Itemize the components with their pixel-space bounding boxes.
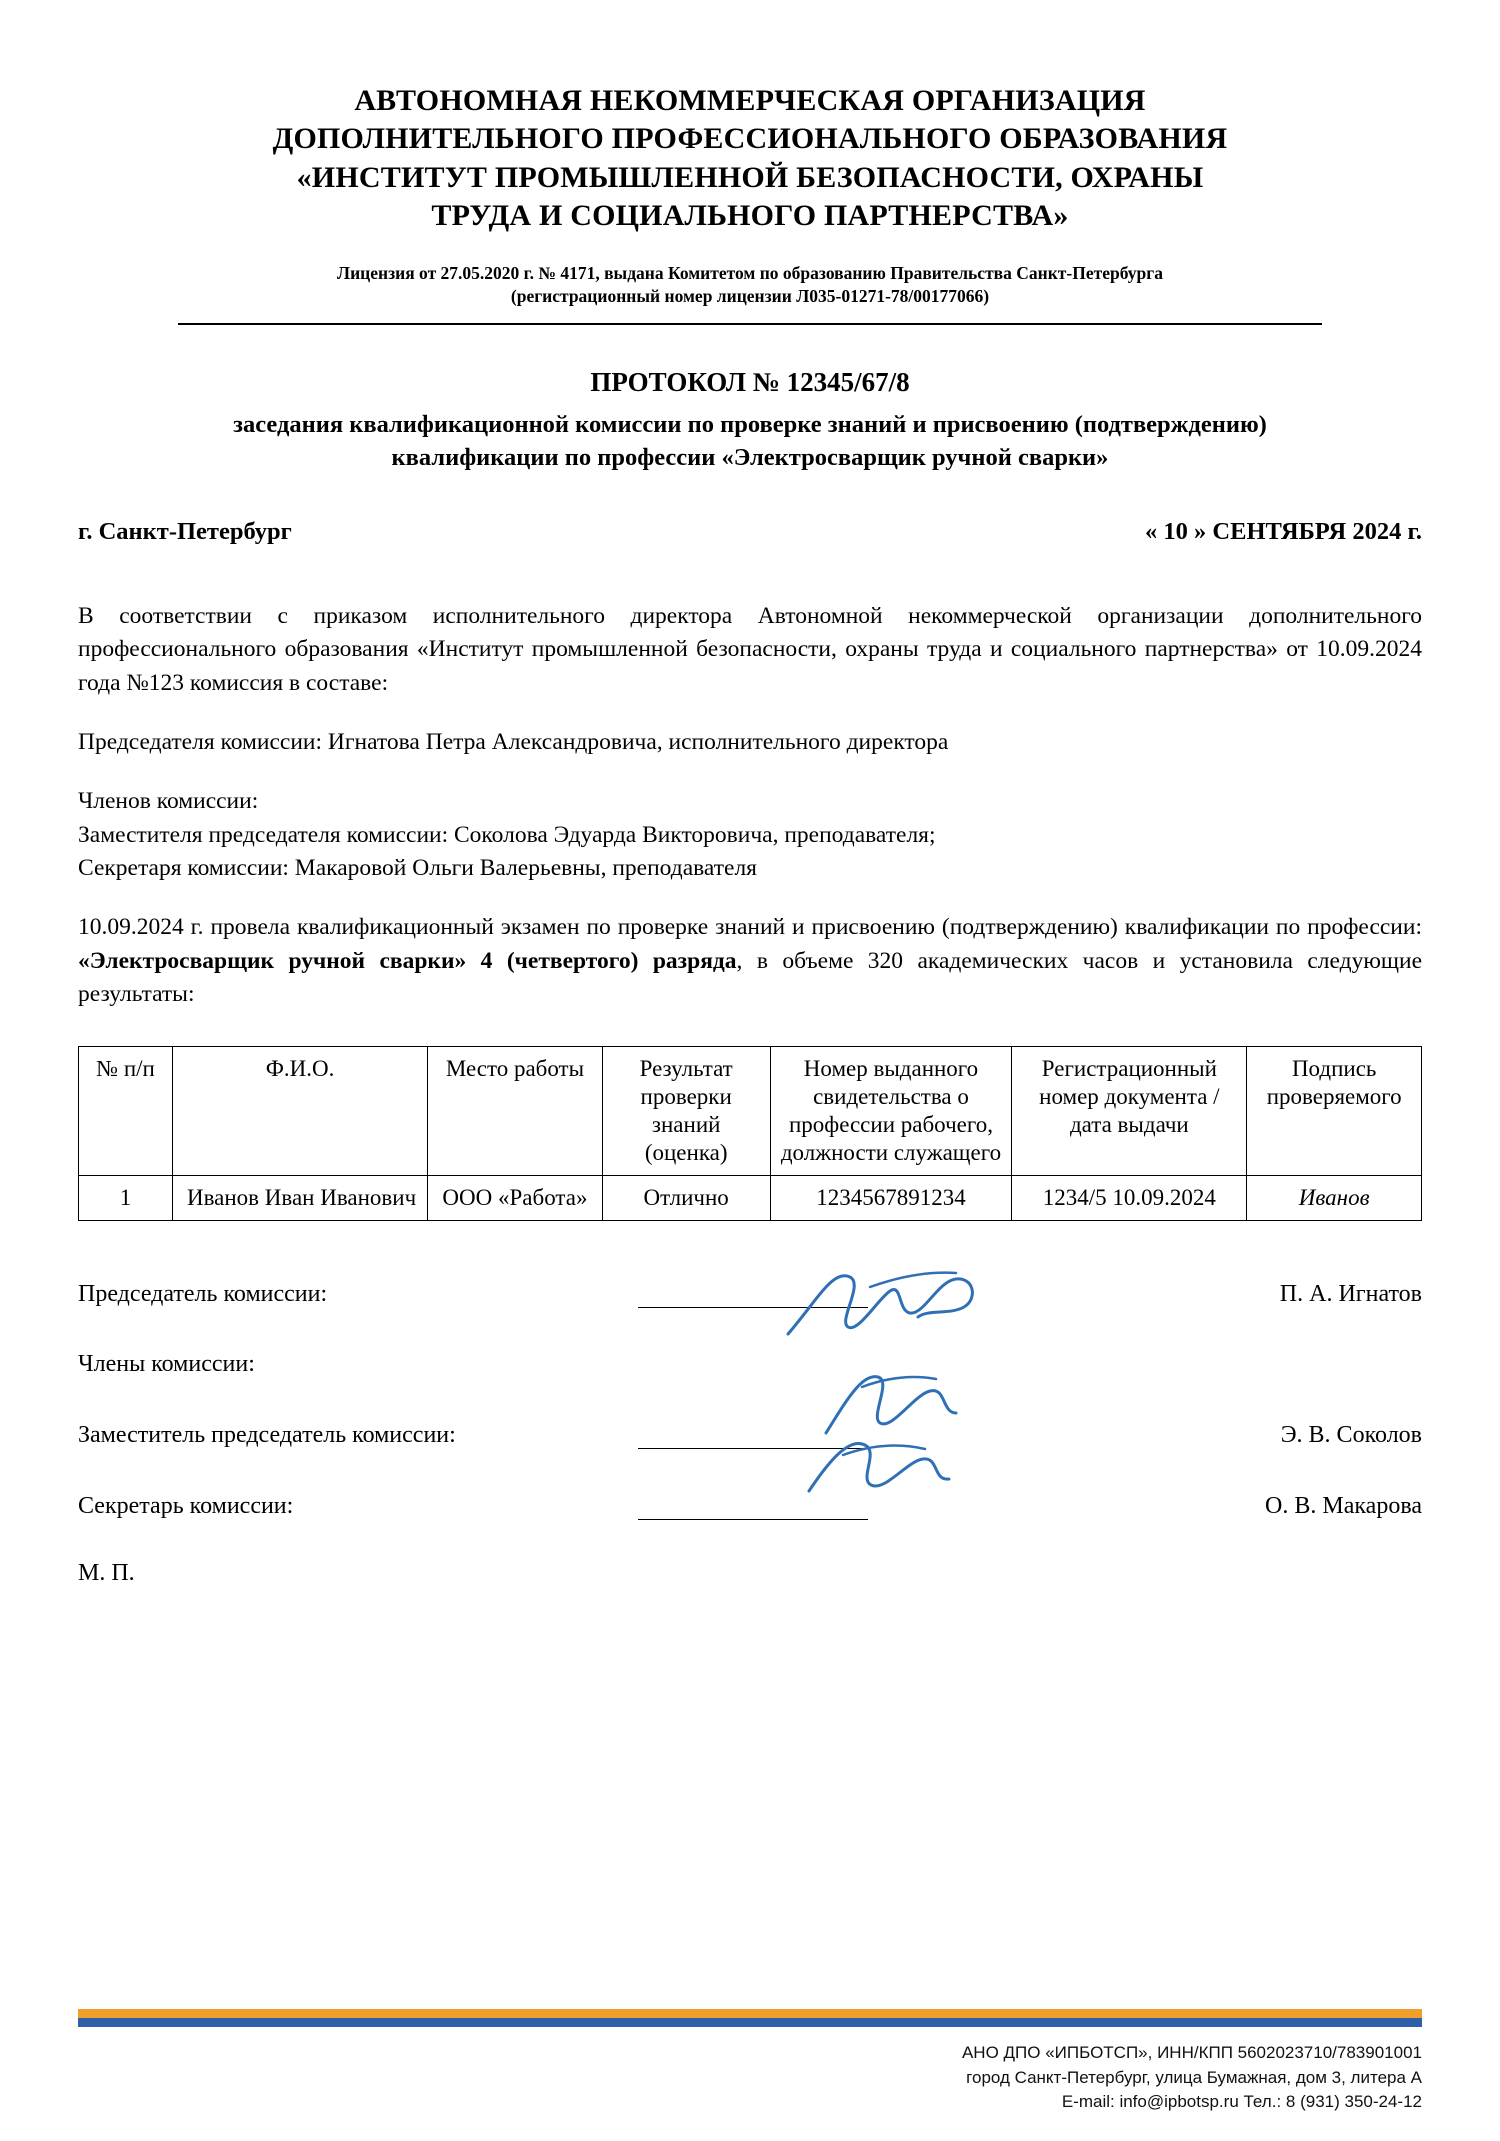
- paragraph-deputy: Заместителя председателя комиссии: Соколова Эдуарда Викторовича, преподавателя;: [78, 821, 936, 848]
- signature-name-chairman: П. А. Игнатов: [1279, 1280, 1422, 1307]
- cell-certificate-number: 1234567891234: [770, 1175, 1012, 1220]
- org-line-1: АВТОНОМНАЯ НЕКОММЕРЧЕСКАЯ ОРГАНИЗАЦИЯ: [354, 84, 1146, 117]
- cell-result: Отлично: [602, 1175, 770, 1220]
- signature-row-secretary: [78, 1489, 1422, 1520]
- signature-row-chairman: [78, 1277, 1422, 1308]
- paragraph-chairman: Председателя комиссии: Игнатова Петра Александровича, исполнительного директора: [78, 729, 949, 756]
- exam-summary-after: , в объеме 320 академических часов и установила следующие результаты:: [78, 947, 1422, 1008]
- protocol-subtitle-line-2: квалификации по профессии «Электросварщик ручной сварки»: [391, 443, 1109, 471]
- signature-name-deputy: Э. В. Соколов: [1280, 1421, 1422, 1448]
- license-line-2: (регистрационный номер лицензии Л035-01271-78/00177066): [510, 286, 990, 307]
- stamp-place-label: М. П.: [78, 1559, 135, 1586]
- license-line-1: Лицензия от 27.05.2020 г. № 4171, выдана Комитетом по образованию Правительства Санкт-Петербурга: [337, 262, 1163, 283]
- paragraph-members-title: Членов комиссии:: [78, 788, 259, 815]
- page-title: ПРОТОКОЛ № 12345/67/8: [590, 366, 910, 397]
- table-header-row: [79, 1046, 1422, 1175]
- cell-fio: Иванов Иван Иванович: [173, 1175, 428, 1220]
- protocol-subtitle-line-1: заседания квалификационной комиссии по проверке знаний и присвоению (подтверждению): [233, 410, 1267, 438]
- th-number: № п/п: [79, 1046, 173, 1175]
- cell-number: 1: [79, 1175, 173, 1220]
- header-divider: [178, 323, 1322, 325]
- th-result: Результат проверки знаний (оценка): [602, 1046, 770, 1175]
- signature-row-members-title: [78, 1348, 1422, 1378]
- footer-bars: [78, 2009, 1422, 2027]
- city-date-row: [78, 518, 1422, 546]
- signature-line-deputy: [638, 1418, 868, 1449]
- th-registration-number: Регистрационный номер документа / дата выдачи: [1012, 1046, 1247, 1175]
- signature-line-chairman: [638, 1277, 868, 1308]
- signature-role-secretary: Секретарь комиссии:: [78, 1492, 294, 1519]
- org-line-3: «ИНСТИТУТ ПРОМЫШЛЕННОЙ БЕЗОПАСНОСТИ, ОХРАНЫ: [296, 160, 1204, 194]
- cell-registration-number: 1234/5 10.09.2024: [1012, 1175, 1247, 1220]
- exam-summary-qualification: «Электросварщик ручной сварки» 4 (четвертого) разряда: [78, 947, 737, 974]
- signature-role-members: Члены комиссии:: [78, 1350, 255, 1377]
- organization-header: [78, 82, 1422, 236]
- signature-line-secretary: [638, 1489, 868, 1520]
- footer-contacts: [78, 2041, 1422, 2115]
- cell-signature: Иванов: [1247, 1175, 1422, 1220]
- th-fio: Ф.И.О.: [173, 1046, 428, 1175]
- footer-line-1: АНО ДПО «ИПБОТСП», ИНН/КПП 5602023710/783901001: [961, 2043, 1422, 2063]
- th-workplace: Место работы: [428, 1046, 603, 1175]
- footer-bar-orange: [78, 2009, 1422, 2018]
- paragraph-secretary: Секретаря комиссии: Макаровой Ольги Валерьевны, преподавателя: [78, 855, 757, 882]
- signature-block: [78, 1277, 1422, 1587]
- signature-line-members: [638, 1348, 868, 1378]
- signature-role-deputy: Заместитель председатель комиссии:: [78, 1421, 456, 1448]
- exam-summary-before: 10.09.2024 г. провела квалификационный экзамен по проверке знаний и присвоению (подтверждению) квалификации по профессии:: [78, 914, 1422, 941]
- signature-name-secretary: О. В. Макарова: [1265, 1492, 1422, 1519]
- page-footer: [0, 2009, 1500, 2141]
- document-body: [78, 600, 1422, 1012]
- protocol-subtitle: [78, 408, 1422, 474]
- signature-row-deputy: [78, 1418, 1422, 1449]
- city-label: г. Санкт-Петербург: [78, 517, 292, 545]
- org-line-4: ТРУДА И СОЦИАЛЬНОГО ПАРТНЕРСТВА»: [431, 199, 1069, 233]
- license-info: [78, 262, 1422, 309]
- paragraph-order-reference: В соответствии с приказом исполнительного директора Автономной некоммерческой организации дополнительного профессионального образования «Институт промышленной безопасности, охраны труда и социального партнерства» от 10.09.2024 года №123 комиссия в составе:: [78, 602, 1422, 696]
- footer-line-2: город Санкт-Петербург, улица Бумажная, дом 3, литера А: [966, 2067, 1422, 2087]
- org-line-2: ДОПОЛНИТЕЛЬНОГО ПРОФЕССИОНАЛЬНОГО ОБРАЗОВАНИЯ: [272, 122, 1228, 156]
- results-table: [78, 1046, 1422, 1221]
- th-certificate-number: Номер выданного свидетельства о профессии рабочего, должности служащего: [770, 1046, 1012, 1175]
- footer-bar-blue: [78, 2018, 1422, 2027]
- signature-role-chairman: Председатель комиссии:: [78, 1280, 328, 1307]
- table-row: [79, 1175, 1422, 1220]
- paragraph-exam-summary: [78, 911, 1422, 1011]
- cell-workplace: ООО «Работа»: [428, 1175, 603, 1220]
- date-label: « 10 » СЕНТЯБРЯ 2024 г.: [1145, 517, 1422, 545]
- footer-line-3: E-mail: info@ipbotsp.ru Тел.: 8 (931) 350-24-12: [1061, 2092, 1422, 2112]
- th-signature: Подпись проверяемого: [1247, 1046, 1422, 1175]
